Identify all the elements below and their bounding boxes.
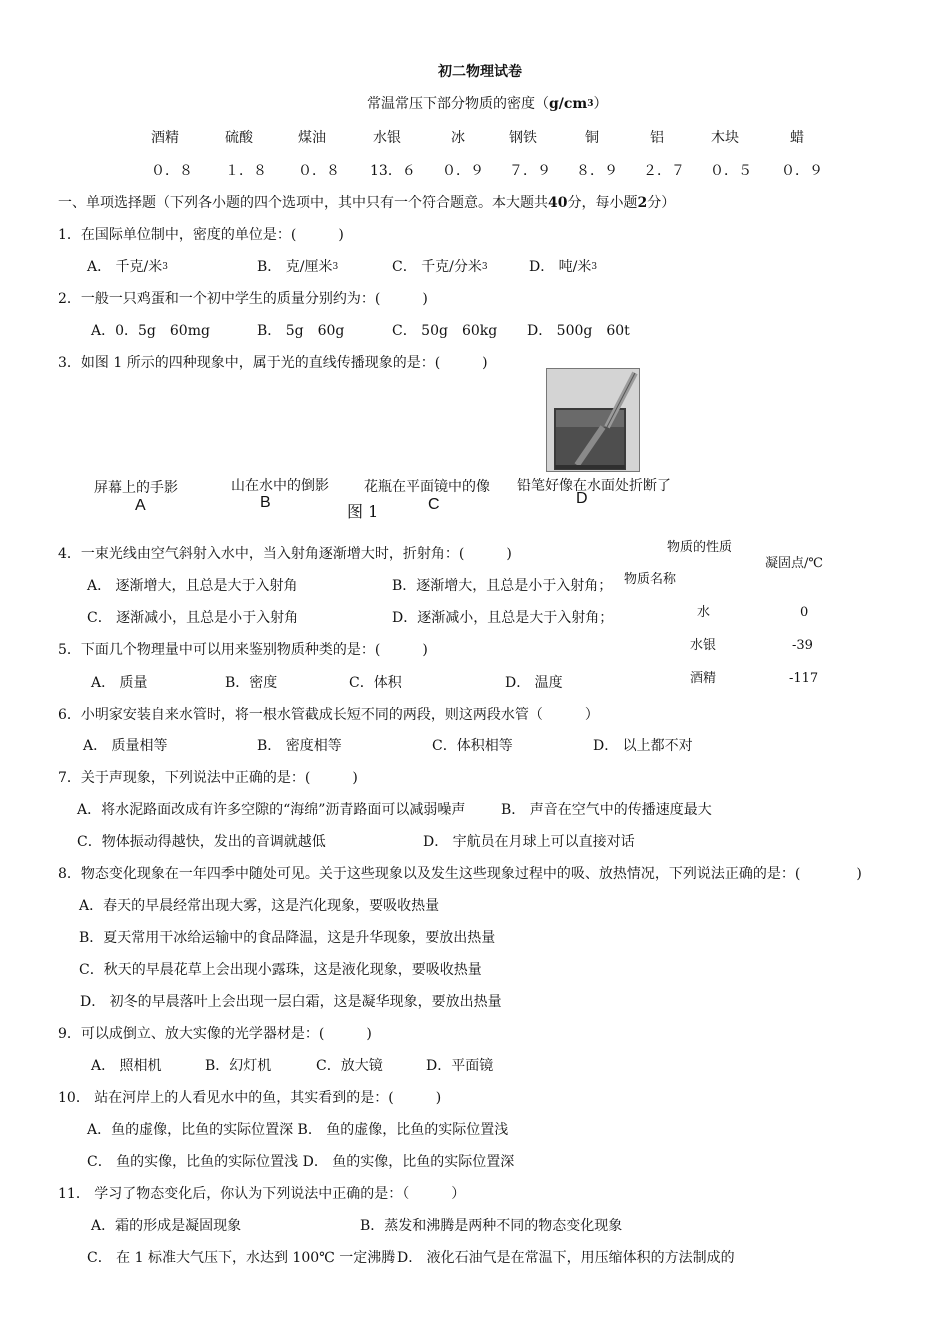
q1-option-b-text: B． 克/厘米 [257, 259, 333, 275]
fp-row-value: -39 [792, 638, 813, 653]
section-total-points: 40 [548, 195, 568, 211]
density-unit: g/cm [549, 96, 588, 112]
question-10-stem: 10． 站在河岸上的人看见水中的鱼，其实看到的是：( ) [58, 1090, 442, 1106]
q10-options-line-2: C． 鱼的实像，比鱼的实际位置浅 D． 鱼的实像，比鱼的实际位置深 [87, 1154, 515, 1170]
section-heading-text: 一、单项选择题（下列各小题的四个选项中，其中只有一个符合题意。本大题共 [58, 195, 548, 211]
density-value: ７．９ [509, 163, 551, 179]
density-table-caption [367, 95, 608, 113]
q1-option-a [87, 258, 168, 276]
density-value: ２．７ [643, 163, 685, 179]
density-value: ０．９ [781, 163, 823, 179]
q6-option-b: B． 密度相等 [257, 738, 342, 754]
q4-option-b: B．逐渐增大，且总是小于入射角； [392, 578, 613, 594]
q9-option-c: C．放大镜 [316, 1058, 383, 1074]
fig1-letter-b: B [260, 494, 271, 511]
q8-option-b: B．夏天常用干冰给运输中的食品降温，这是升华现象，要放出热量 [79, 930, 496, 946]
exponent: 3 [591, 262, 598, 272]
q1-option-b [257, 258, 338, 276]
exponent: 3 [162, 262, 169, 272]
question-1-stem: 1．在国际单位制中，密度的单位是：( ) [58, 227, 344, 243]
fp-header-freezing-point: 凝固点/℃ [765, 556, 823, 571]
beaker-icon [547, 369, 639, 471]
density-name: 硫酸 [225, 130, 253, 146]
density-value: ０．８ [151, 163, 193, 179]
q1-option-a-text: A． 千克/米 [87, 259, 163, 275]
q6-option-c: C．体积相等 [432, 738, 513, 754]
question-4-stem: 4．一束光线由空气斜射入水中，当入射角逐渐增大时，折射角：( ) [58, 546, 512, 562]
q9-option-b: B．幻灯机 [205, 1058, 272, 1074]
q2-option-b: B． 5g 60g [257, 323, 345, 339]
fp-row-value: 0 [800, 605, 809, 620]
density-name: 酒精 [151, 130, 179, 146]
q4-option-a: A． 逐渐增大，且总是大于入射角 [87, 578, 298, 594]
density-value: ８．９ [576, 163, 618, 179]
density-name: 铜 [585, 130, 599, 146]
fig1-caption-c: 花瓶在平面镜中的像 [364, 479, 490, 495]
fp-header-name: 物质名称 [624, 572, 677, 587]
density-name: 水银 [373, 130, 401, 146]
question-8-stem: 8．物态变化现象在一年四季中随处可见。关于这些现象以及发生这些现象过程中的吸、放热情况，下列说法正确的是：( ) [58, 866, 862, 882]
q7-option-d: D． 宇航员在月球上可以直接对话 [423, 834, 635, 850]
q8-option-a: A．春天的早晨经常出现大雾，这是汽化现象，要吸收热量 [79, 898, 440, 914]
question-6-stem: 6．小明家安装自来水管时，将一根水管截成长短不同的两段，则这两段水管（ ） [58, 707, 599, 723]
q11-option-b: B．蒸发和沸腾是两种不同的物态变化现象 [360, 1218, 623, 1234]
q5-option-c: C．体积 [349, 675, 402, 691]
density-name: 木块 [711, 130, 739, 146]
section-heading [58, 194, 675, 212]
q8-option-c: C．秋天的早晨花草上会出现小露珠，这是液化现象，要吸收热量 [79, 962, 482, 978]
q8-option-d: D． 初冬的早晨落叶上会出现一层白霜，这是凝华现象，要放出热量 [80, 994, 502, 1010]
density-value: １．８ [225, 163, 267, 179]
section-heading-end: 分） [647, 195, 676, 211]
q11-option-a: A．霜的形成是凝固现象 [91, 1218, 242, 1234]
fp-header-property: 物质的性质 [667, 540, 733, 555]
density-caption-end: ） [593, 96, 608, 112]
density-unit-exp: 3 [587, 99, 594, 109]
fp-row-name: 酒精 [690, 671, 717, 686]
q1-option-c-text: C． 千克/分米 [392, 259, 482, 275]
fp-row-name: 水 [697, 605, 711, 620]
fig1-caption-d: 铅笔好像在水面处折断了 [517, 478, 671, 494]
question-3-stem: 3．如图 1 所示的四种现象中，属于光的直线传播现象的是：( ) [58, 355, 488, 371]
density-name: 蜡 [790, 130, 804, 146]
q4-option-d: D．逐渐减小，且总是大于入射角； [392, 610, 614, 626]
density-name: 煤油 [298, 130, 326, 146]
q7-option-c: C．物体振动得越快，发出的音调就越低 [77, 834, 326, 850]
density-value: ０．９ [442, 163, 484, 179]
q5-option-b: B．密度 [225, 675, 278, 691]
fig1-caption-a: 屏幕上的手影 [94, 480, 178, 496]
q2-option-c: C． 50g 60kg [392, 323, 498, 339]
density-value: ０．８ [298, 163, 340, 179]
density-name: 铝 [650, 130, 664, 146]
section-heading-mid: 分，每小题 [567, 195, 638, 211]
question-11-stem: 11． 学习了物态变化后，你认为下列说法中正确的是：（ ） [58, 1186, 466, 1202]
question-2-stem: 2．一般一只鸡蛋和一个初中学生的质量分别约为：( ) [58, 291, 428, 307]
pencil-in-water-photo [546, 368, 640, 472]
section-each-points: 2 [637, 195, 648, 211]
q2-option-d: D． 500g 60t [527, 323, 630, 339]
figure-label: 图 1 [347, 502, 379, 521]
q2-option-a: A．0．5g 60mg [91, 323, 210, 339]
q1-option-d-text: D． 吨/米 [529, 259, 592, 275]
q5-option-a: A． 质量 [91, 675, 148, 691]
question-9-stem: 9．可以成倒立、放大实像的光学器材是：( ) [58, 1026, 372, 1042]
question-7-stem: 7．关于声现象，下列说法中正确的是：( ) [58, 770, 358, 786]
q1-option-d [529, 258, 597, 276]
density-caption-text: 常温常压下部分物质的密度（ [367, 96, 549, 112]
exponent: 3 [481, 262, 488, 272]
q6-option-d: D． 以上都不对 [593, 738, 693, 754]
fig1-letter-a: A [135, 497, 146, 514]
q6-option-a: A． 质量相等 [83, 738, 168, 754]
q5-option-d: D． 温度 [505, 675, 563, 691]
q9-option-a: A． 照相机 [91, 1058, 162, 1074]
q9-option-d: D．平面镜 [426, 1058, 494, 1074]
fig1-letter-d: D [576, 490, 588, 507]
density-value: ０．５ [710, 163, 752, 179]
q1-option-c [392, 258, 488, 276]
density-value: 13．６ [370, 163, 416, 179]
q4-option-c: C． 逐渐减小，且总是小于入射角 [87, 610, 299, 626]
density-name: 冰 [451, 130, 465, 146]
fig1-letter-c: C [428, 496, 440, 513]
q7-option-b: B． 声音在空气中的传播速度最大 [501, 802, 712, 818]
fp-row-value: -117 [789, 671, 819, 686]
q10-options-line-1: A．鱼的虚像，比鱼的实际位置深 B． 鱼的虚像，比鱼的实际位置浅 [87, 1122, 509, 1138]
question-5-stem: 5．下面几个物理量中可以用来鉴别物质种类的是：( ) [58, 642, 428, 658]
fp-row-name: 水银 [690, 638, 717, 653]
q11-option-c: C． 在 1 标准大气压下，水达到 100℃ 一定沸腾 [87, 1250, 396, 1266]
density-name: 钢铁 [509, 130, 537, 146]
fig1-caption-b: 山在水中的倒影 [231, 478, 329, 494]
page-title: 初二物理试卷 [438, 64, 522, 80]
q7-option-a: A．将水泥路面改成有许多空隙的“海绵”沥青路面可以减弱噪声 [77, 802, 466, 818]
q11-option-d: D． 液化石油气是在常温下，用压缩体积的方法制成的 [397, 1250, 735, 1266]
exponent: 3 [332, 262, 339, 272]
